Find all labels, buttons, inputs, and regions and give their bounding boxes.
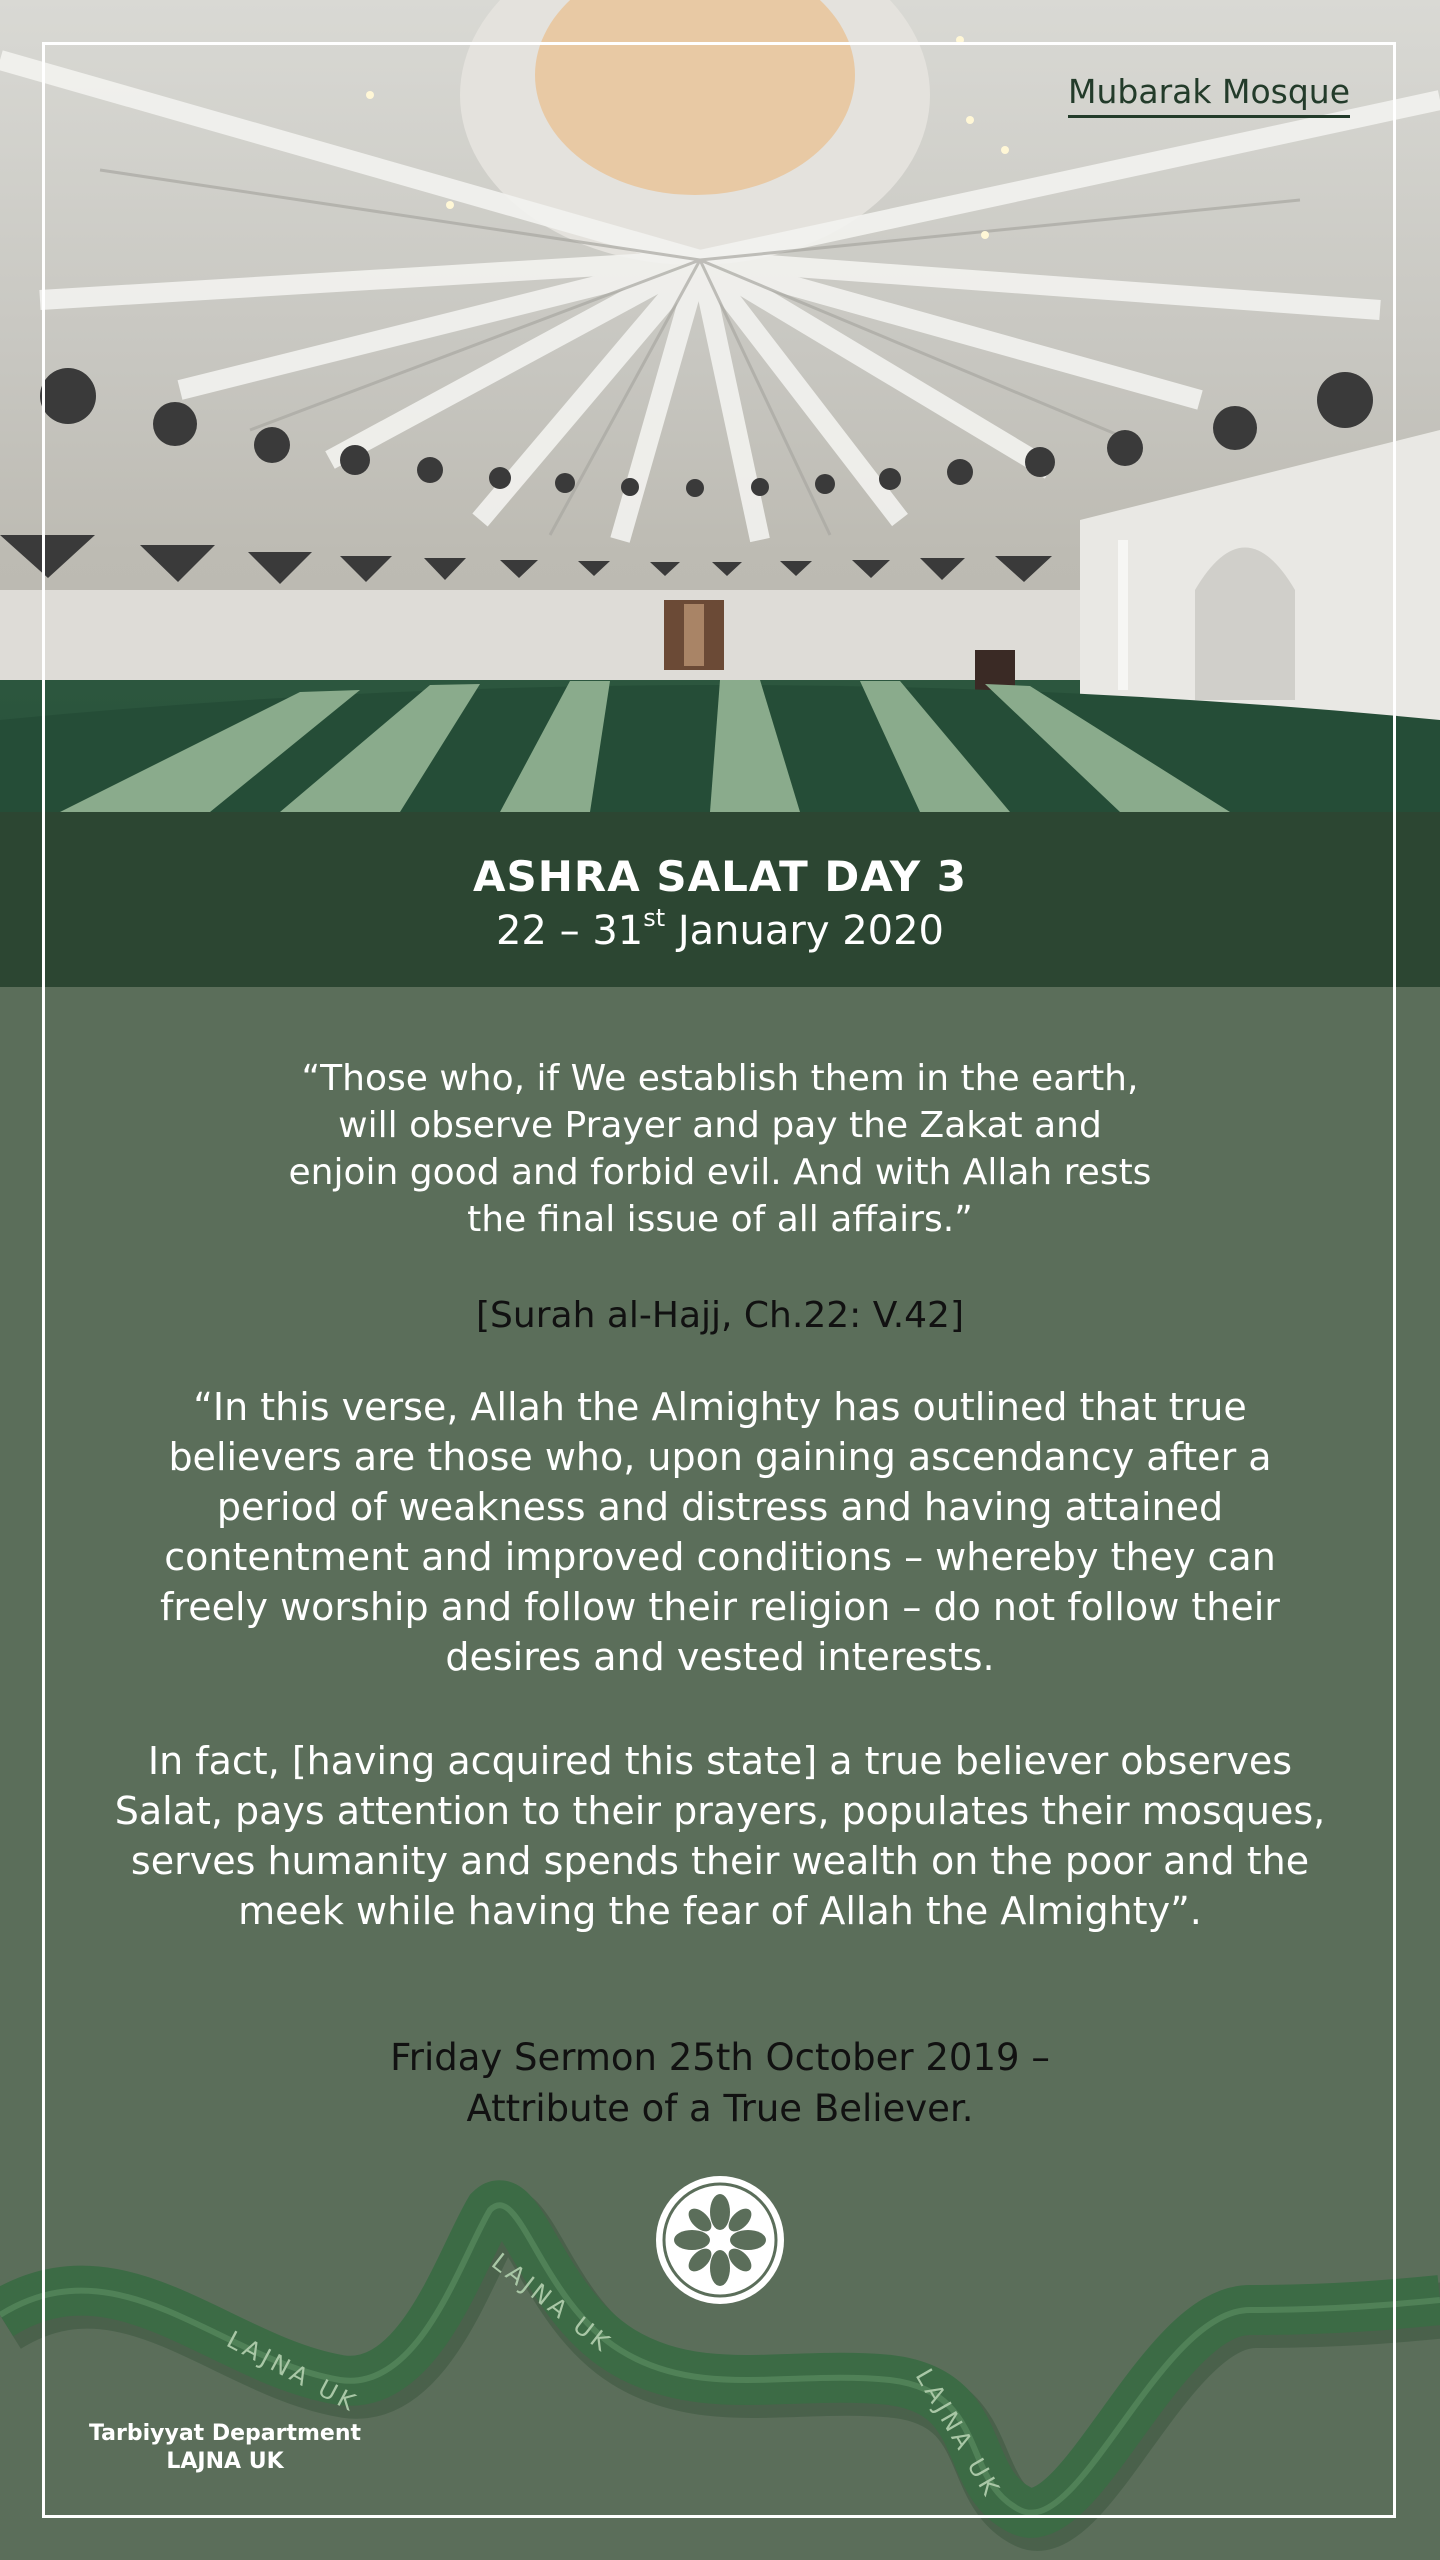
verse-quote: “Those who, if We establish them in the earth, will observe Prayer and pay the Zakat and enjoin good and forbid evil. And with Allah rests the final issue of all affairs.” — [288, 1058, 1152, 1240]
mosque-interior-illustration — [0, 0, 1440, 812]
ribbon-label-1: LAJNA UK — [222, 2325, 364, 2419]
ribbon-label-3: LAJNA UK — [909, 2364, 1007, 2504]
commentary-paragraph-1: “In this verse, Allah the Almighty has outlined that true believers are those who, upon gaining ascendancy after a period of weakness and distress and having attained contentment and improved conditions – whereby they can freely worship and follow their religion – do not follow their desires and vested interests. — [160, 1385, 1280, 1679]
date-ordinal-suffix: st — [643, 904, 666, 932]
footer-department: Tarbiyyat Department — [88, 2421, 362, 2446]
ribbon-label-2: LAJNA UK — [486, 2247, 618, 2359]
sermon-source-line-1: Friday Sermon 25th October 2019 – — [390, 2036, 1050, 2079]
lajna-emblem-icon — [652, 2172, 788, 2308]
title-band — [0, 812, 1440, 987]
event-date — [0, 904, 1440, 954]
date-suffix: January 2020 — [665, 908, 945, 954]
footer-organisation: LAJNA UK — [166, 2449, 284, 2474]
verse-citation: [Surah al-Hajj, Ch.22: V.42] — [476, 1295, 964, 1336]
mosque-interior-image — [0, 0, 1440, 812]
sermon-source — [0, 2032, 1440, 2134]
footer — [60, 2420, 390, 2476]
date-prefix: 22 – 31 — [495, 908, 644, 954]
mosque-label: Mubarak Mosque — [1068, 72, 1350, 118]
event-title: ASHRA SALAT DAY 3 — [472, 852, 967, 901]
commentary-paragraph-2: In fact, [having acquired this state] a true believer observes Salat, pays attention to their prayers, populates their mosques, serves humanity and spends their wealth on the poor and the meek while having the fear of Allah the Almighty”. — [114, 1739, 1326, 1933]
sermon-source-line-2: Attribute of a True Believer. — [466, 2087, 974, 2130]
